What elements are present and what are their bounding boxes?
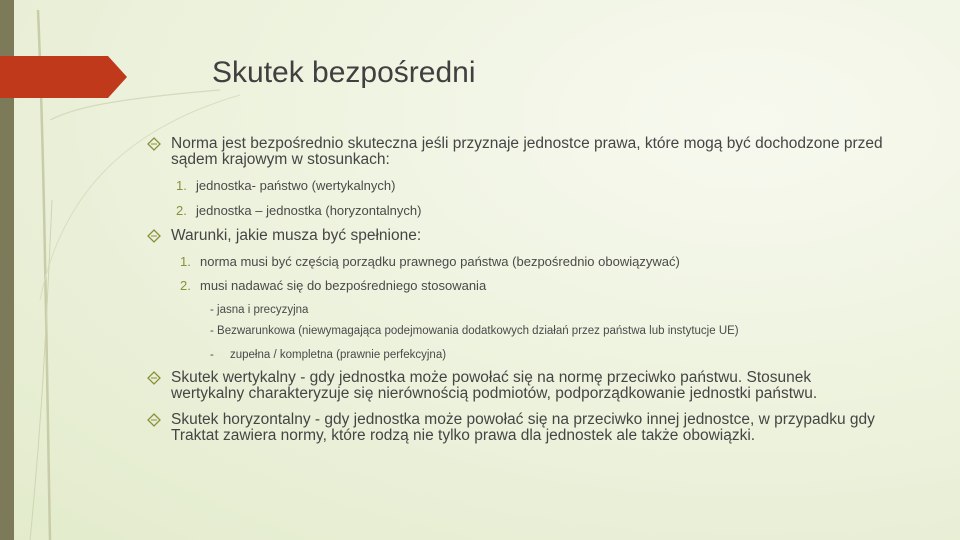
list-text: jednostka- państwo (wertykalnych) bbox=[196, 178, 396, 193]
bullet-text: Skutek horyzontalny - gdy jednostka może powołać się na przeciwko innej jednostce, w przypadku gdy Traktat zawiera normy, które rodzą nie tylko prawa dla jednostek ale także obowiązki. bbox=[171, 411, 875, 444]
list-number: 1. bbox=[180, 254, 191, 269]
list-number: 1. bbox=[176, 178, 187, 193]
diamond-bullet-icon bbox=[146, 371, 162, 385]
diamond-bullet-icon bbox=[146, 229, 162, 243]
list-text: norma musi być częścią porządku prawnego państwa (bezpośrednio obowiązywać) bbox=[200, 254, 680, 269]
bullet-text: Warunki, jakie musza być spełnione: bbox=[171, 227, 422, 244]
list-number: 2. bbox=[176, 203, 187, 218]
bullet-item bbox=[146, 412, 886, 444]
slide-title: Skutek bezpośredni bbox=[212, 56, 476, 89]
condition-item: - jasna i precyzyjna bbox=[210, 304, 309, 316]
bullet-item bbox=[146, 136, 886, 168]
list-text: jednostka – jednostka (horyzontalnych) bbox=[196, 203, 422, 218]
title-accent-tab bbox=[0, 56, 127, 98]
bullet-item bbox=[146, 370, 886, 402]
list-item bbox=[180, 254, 680, 269]
list-item bbox=[180, 278, 486, 293]
bullet-item bbox=[146, 228, 886, 244]
diamond-bullet-icon bbox=[146, 137, 162, 151]
list-item bbox=[176, 178, 395, 193]
condition-text: zupełna / kompletna (prawnie perfekcyjna) bbox=[230, 349, 447, 361]
list-number: 2. bbox=[180, 278, 191, 293]
diamond-bullet-icon bbox=[146, 413, 162, 427]
list-text: musi nadawać się do bezpośredniego stosowania bbox=[200, 278, 487, 293]
condition-dash: - bbox=[210, 349, 214, 361]
bullet-text: Norma jest bezpośrednio skuteczna jeśli przyznaje jednostce prawa, które mogą być dochodzone przed sądem krajowym w stosunkach: bbox=[171, 135, 883, 168]
condition-item bbox=[210, 348, 446, 362]
list-item bbox=[176, 203, 421, 218]
condition-item: - Bezwarunkowa (niewymagająca podejmowania dodatkowych działań przez państwa lub instytucje UE) bbox=[210, 325, 739, 337]
bullet-text: Skutek wertykalny - gdy jednostka może powołać się na normę przeciwko państwu. Stosunek wertykalny charakteryzuje się nierównością podmiotów, podporządkowanie jednostki państwu. bbox=[171, 369, 818, 402]
